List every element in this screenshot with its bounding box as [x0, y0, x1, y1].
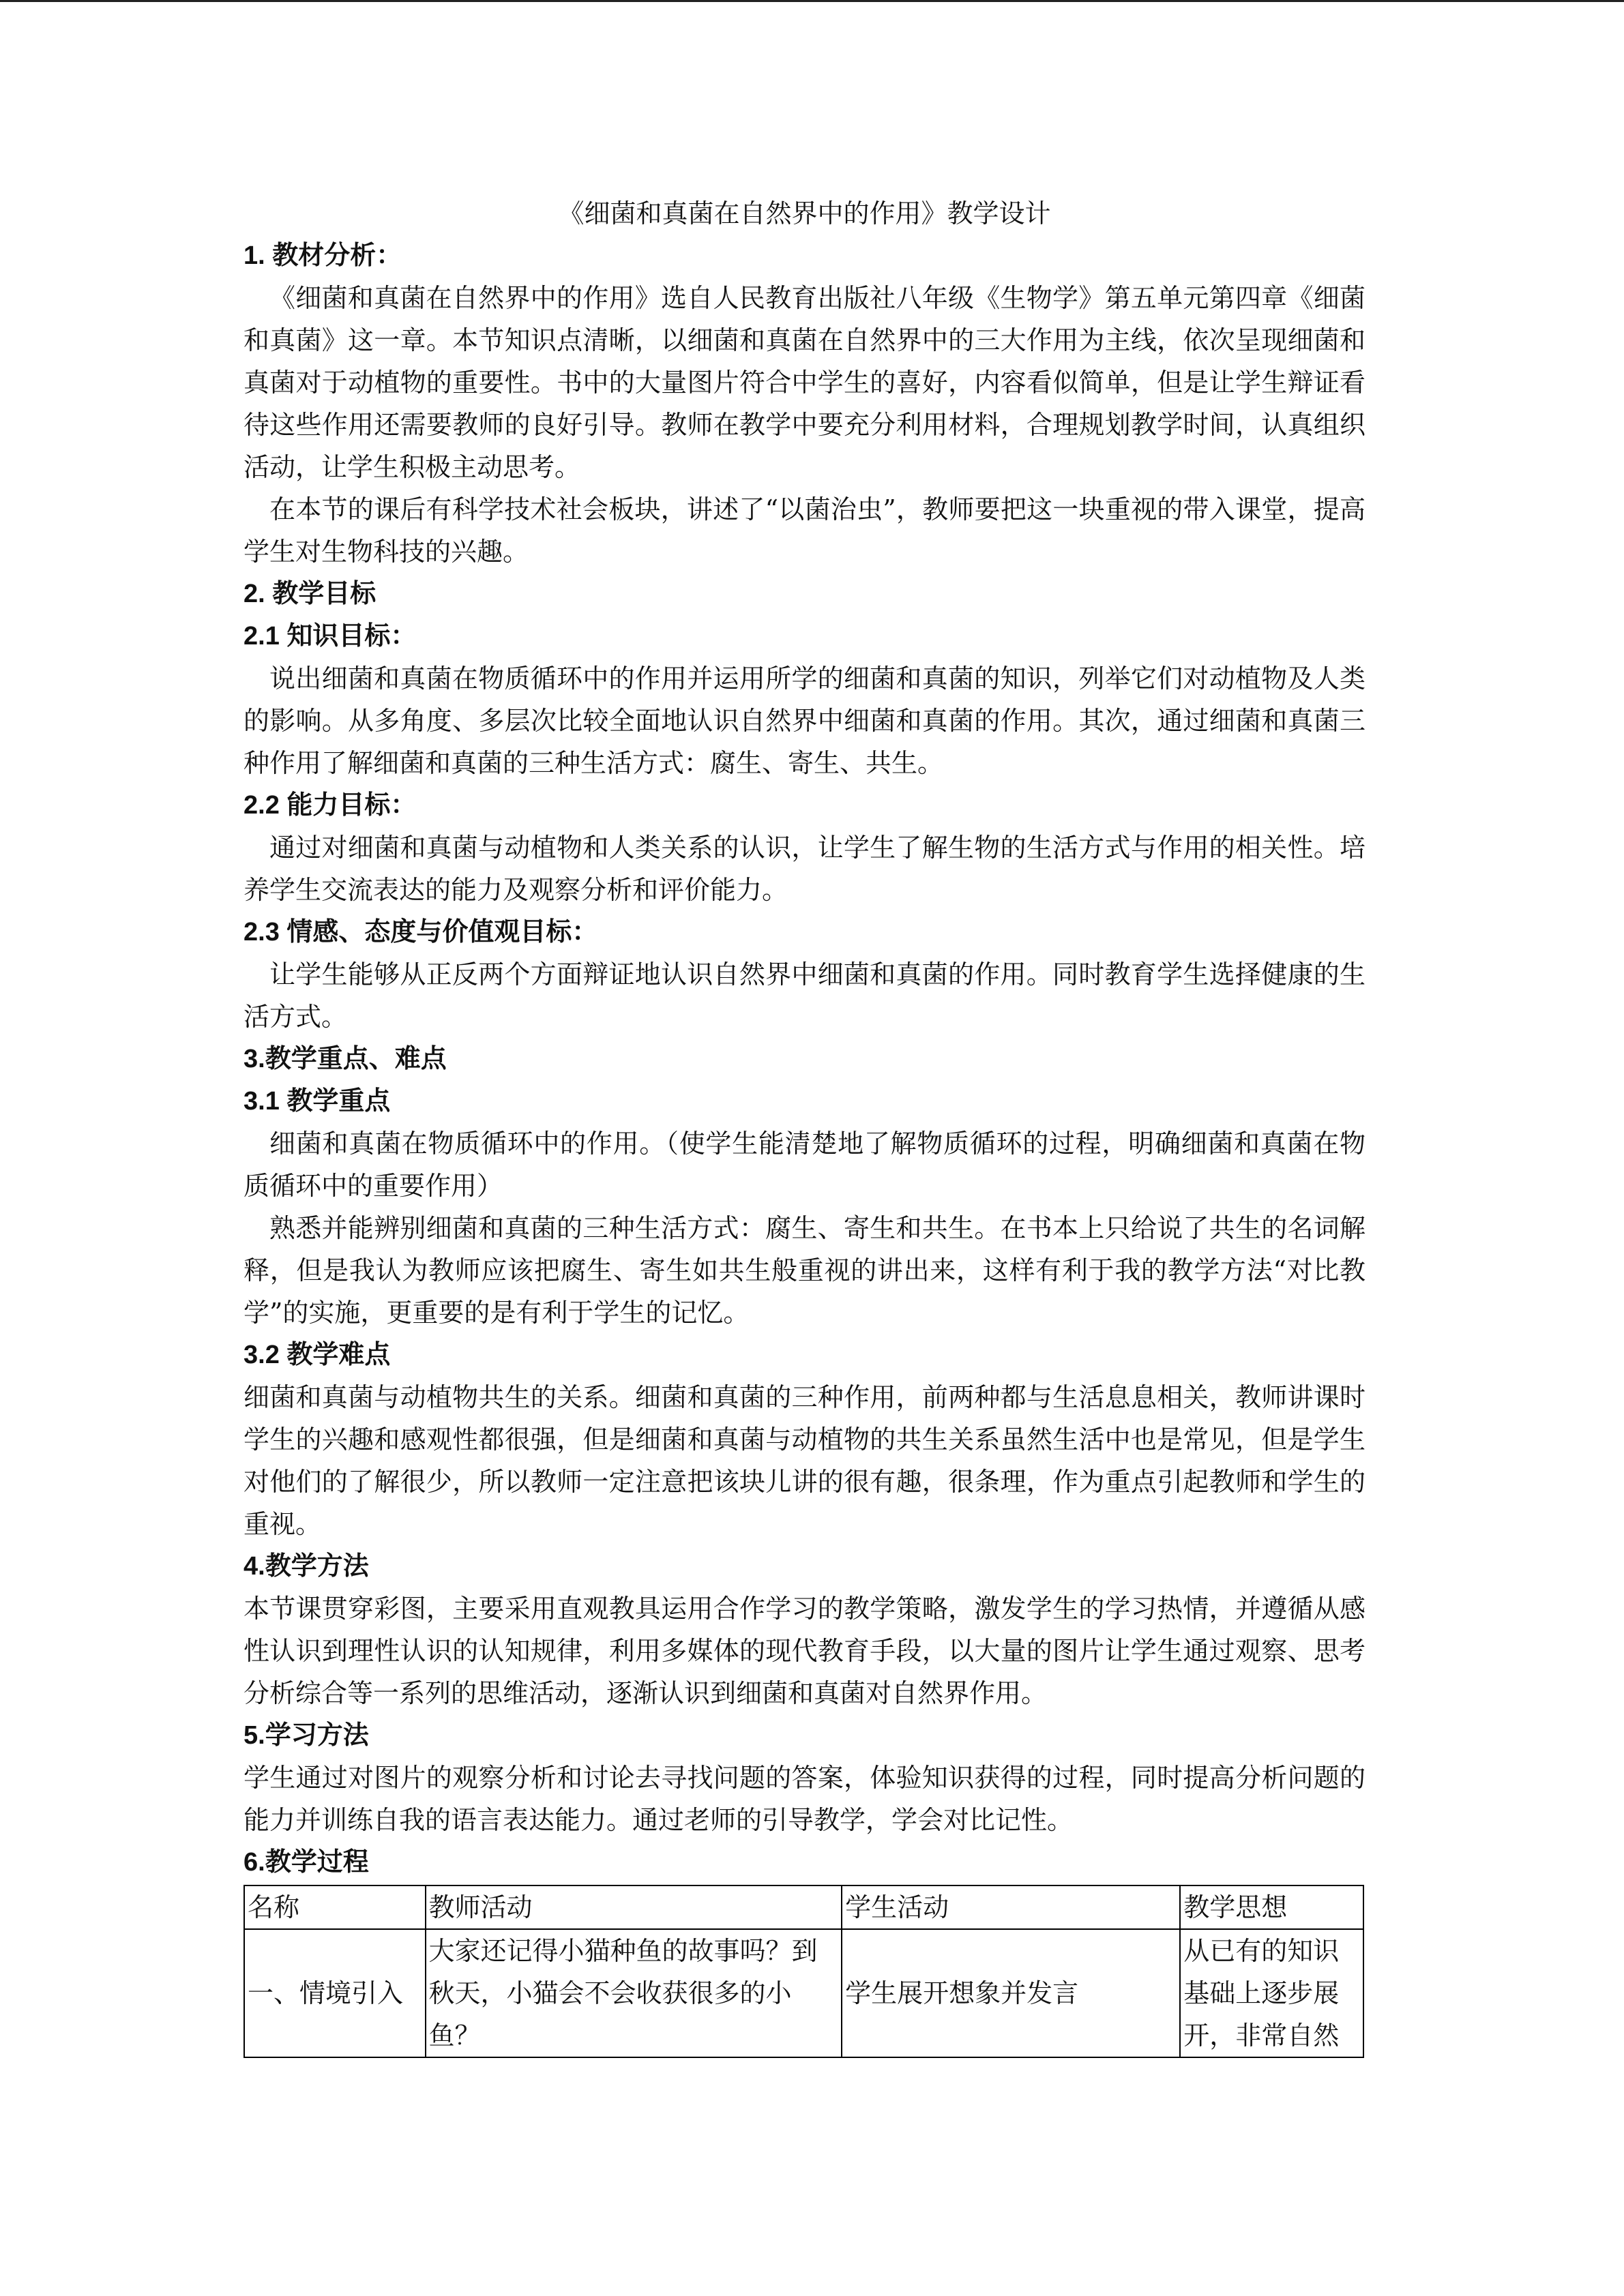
section-2-2-heading: 2.2 能力目标：	[243, 791, 417, 820]
section-4-heading: 4.教学方法	[243, 1552, 369, 1581]
section-2-1-heading: 2.1 知识目标：	[243, 622, 417, 651]
section-4-text: 本节课贯穿彩图，主要采用直观教具运用合作学习的教学策略，激发学生的学习热情，并遵循从感性认识到理性认识的认知规律，利用多媒体的现代教育手段，以大量的图片让学生通过观察、思考分析综合等一系列的思维活动，逐渐认识到细菌和真菌对自然界作用。	[243, 1594, 1365, 1708]
column-header-teacher-activity: 教师活动	[426, 1885, 842, 1929]
table-row	[244, 1929, 1363, 2057]
section-2-1-text: 说出细菌和真菌在物质循环中的作用并运用所学的细菌和真菌的知识，列举它们对动植物及人类的影响。从多角度、多层次比较全面地认识自然界中细菌和真菌的作用。其次，通过细菌和真菌三种作用了解细菌和真菌的三种生活方式：腐生、寄生、共生。	[243, 664, 1365, 778]
section-2-3-text: 让学生能够从正反两个方面辩证地认识自然界中细菌和真菌的作用。同时教育学生选择健康的生活方式。	[243, 959, 1365, 1032]
document-page	[243, 192, 1365, 2058]
section-2-2-text: 通过对细菌和真菌与动植物和人类关系的认识，让学生了解生物的生活方式与作用的相关性。培养学生交流表达的能力及观察分析和评价能力。	[243, 833, 1365, 905]
section-3-1-paragraph-1: 细菌和真菌在物质循环中的作用。（使学生能清楚地了解物质循环的过程，明确细菌和真菌在物质循环中的重要作用）	[243, 1129, 1365, 1201]
section-5-heading: 5.学习方法	[243, 1721, 369, 1750]
column-header-name: 名称	[244, 1885, 426, 1929]
column-header-teaching-thought: 教学思想	[1180, 1885, 1363, 1929]
teaching-thought-cell: 从已有的知识基础上逐步展开，非常自然	[1180, 1929, 1363, 2057]
student-activity-cell: 学生展开想象并发言	[842, 1929, 1180, 2057]
section-3-2-text: 细菌和真菌与动植物共生的关系。细菌和真菌的三种作用，前两种都与生活息息相关，教师讲课时学生的兴趣和感观性都很强，但是细菌和真菌与动植物的共生关系虽然生活中也是常见，但是学生对他们的了解很少，所以教师一定注意把该块儿讲的很有趣，很条理，作为重点引起教师和学生的重视。	[243, 1382, 1365, 1539]
teacher-activity-cell: 大家还记得小猫种鱼的故事吗？到秋天，小猫会不会收获很多的小鱼？	[426, 1929, 842, 2057]
section-1-heading: 1. 教材分析：	[243, 241, 402, 270]
section-3-2-heading: 3.2 教学难点	[243, 1341, 391, 1369]
page-top-border	[0, 0, 1624, 2]
section-3-1-paragraph-2: 熟悉并能辨别细菌和真菌的三种生活方式：腐生、寄生和共生。在书本上只给说了共生的名词解释，但是我认为教师应该把腐生、寄生如共生般重视的讲出来，这样有利于我的教学方法“对比教学”的实施，更重要的是有利于学生的记忆。	[243, 1213, 1365, 1328]
section-5-text: 学生通过对图片的观察分析和讨论去寻找问题的答案，体验知识获得的过程，同时提高分析问题的能力并训练自我的语言表达能力。通过老师的引导教学，学会对比记性。	[243, 1763, 1365, 1835]
section-2-3-heading: 2.3 情感、态度与价值观目标：	[243, 918, 598, 946]
column-header-student-activity: 学生活动	[842, 1885, 1180, 1929]
section-3-heading: 3.教学重点、难点	[243, 1045, 447, 1073]
stage-name-cell: 一、情境引入	[244, 1929, 426, 2057]
section-1-paragraph-1: 《细菌和真菌在自然界中的作用》选自人民教育出版社八年级《生物学》第五单元第四章《细菌和真菌》这一章。本节知识点清晰，以细菌和真菌在自然界中的三大作用为主线，依次呈现细菌和真菌对于动植物的重要性。书中的大量图片符合中学生的喜好，内容看似简单，但是让学生辩证看待这些作用还需要教师的良好引导。教师在教学中要充分利用材料，合理规划教学时间，认真组织活动，让学生积极主动思考。	[243, 283, 1365, 482]
document-title: 《细菌和真菌在自然界中的作用》教学设计	[558, 198, 1051, 228]
table-header-row	[244, 1885, 1363, 1929]
section-1-paragraph-2: 在本节的课后有科学技术社会板块，讲述了“以菌治虫”，教师要把这一块重视的带入课堂，提高学生对生物科技的兴趣。	[243, 494, 1365, 567]
teaching-process-table	[243, 1885, 1364, 2058]
section-6-heading: 6.教学过程	[243, 1848, 369, 1877]
section-3-1-heading: 3.1 教学重点	[243, 1087, 391, 1116]
section-2-heading: 2. 教学目标	[243, 580, 377, 608]
